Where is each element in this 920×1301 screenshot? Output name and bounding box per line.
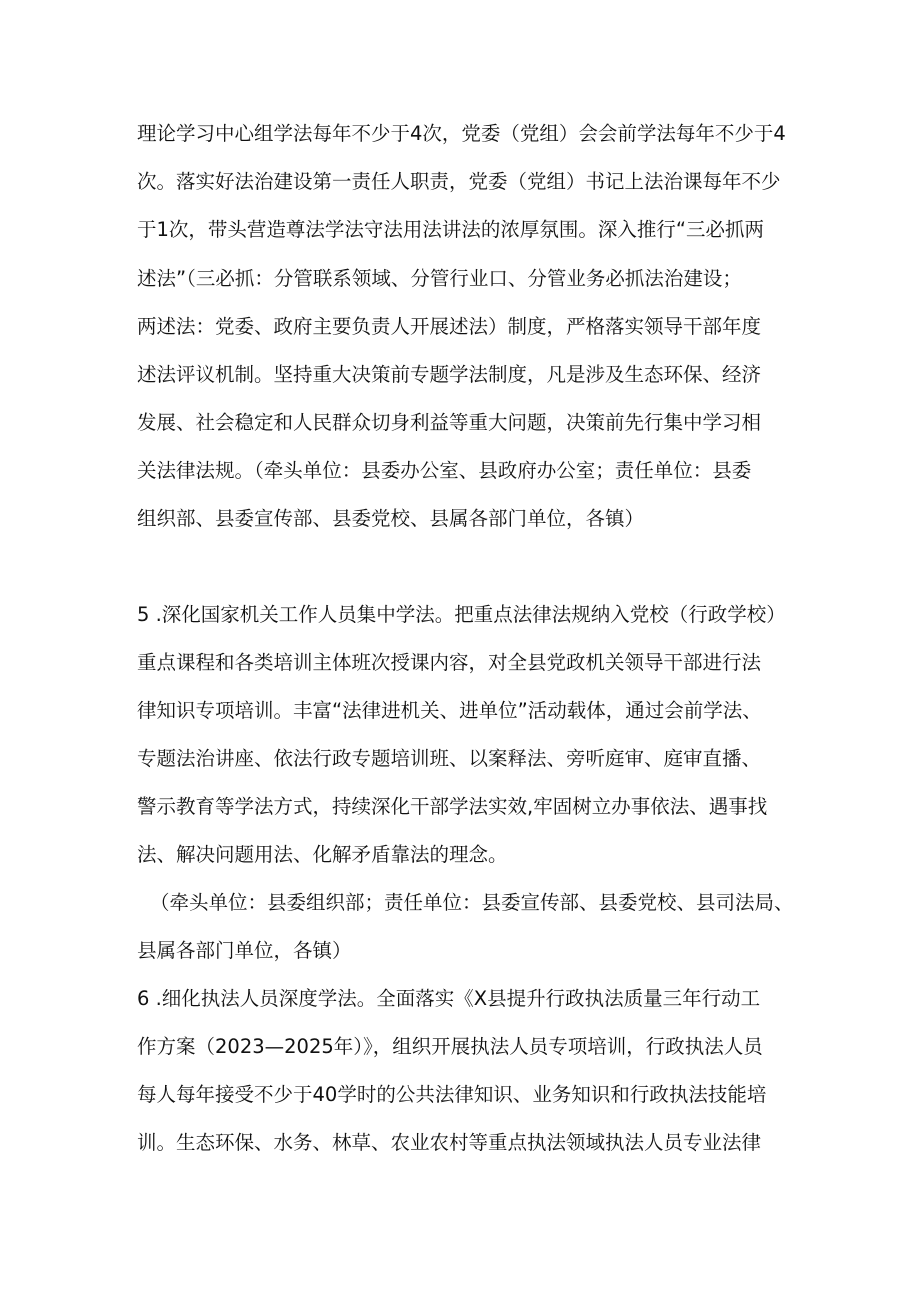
text-line: 次。落实好法治建设第一责任人职责，党委（党组）书记上法治课每年不少 bbox=[137, 170, 781, 193]
text-line: 重点课程和各类培训主体班次授课内容，对全县党政机关领导干部进行法 bbox=[137, 651, 762, 674]
text-line: 发展、社会稳定和人民群众切身利益等重大问题，决策前先行集中学习相 bbox=[137, 411, 762, 434]
text-line: 述法评议机制。坚持重大决策前专题学法制度，凡是涉及生态环保、经济 bbox=[137, 363, 762, 386]
text-line: 训。生态环保、水务、林草、农业农村等重点执法领域执法人员专业法律 bbox=[137, 1131, 762, 1154]
text-line: 作方案（2023—2025年）》，组织开展执法人员专项培训，行政执法人员 bbox=[137, 1035, 763, 1058]
text-line: 理论学习中心组学法每年不少于4次，党委（党组）会会前学法每年不少于4 bbox=[137, 122, 786, 145]
text-line: 于1次，带头营造尊法学法守法用法讲法的浓厚氛围。深入推行“三必抓两 bbox=[137, 218, 765, 241]
text-line: 6 .细化执法人员深度学法。全面落实《X县提升行政执法质量三年行动工 bbox=[137, 987, 761, 1010]
text-line: 5 .深化国家机关工作人员集中学法。把重点法律法规纳入党校（行政学校） bbox=[137, 603, 786, 626]
text-line: 述法”（三必抓：分管联系领域、分管行业口、分管业务必抓法治建设； bbox=[137, 267, 742, 290]
text-line: 关法律法规。（牵头单位：县委办公室、县政府办公室；责任单位：县委 bbox=[137, 459, 752, 482]
text-line: 法、解决问题用法、化解矛盾靠法的理念。 bbox=[137, 843, 508, 866]
text-line: 专题法治讲座、依法行政专题培训班、以案释法、旁听庭审、庭审直播、 bbox=[137, 747, 762, 770]
text-line: 律知识专项培训。丰富“法律进机关、进单位”活动载体，通过会前学法、 bbox=[137, 699, 762, 722]
text-line: 每人每年接受不少于40学时的公共法律知识、业务知识和行政执法技能培 bbox=[137, 1083, 767, 1106]
text-line: 县属各部门单位，各镇） bbox=[137, 939, 352, 962]
text-line: （牵头单位：县委组织部；责任单位：县委宣传部、县委党校、县司法局、 bbox=[150, 891, 794, 914]
text-line: 警示教育等学法方式，持续深化干部学法实效,牢固树立办事依法、遇事找 bbox=[137, 795, 768, 818]
text-line: 两述法：党委、政府主要负责人开展述法）制度，严格落实领导干部年度 bbox=[137, 315, 762, 338]
text-line: 组织部、县委宣传部、县委党校、县属各部门单位，各镇） bbox=[137, 507, 645, 530]
